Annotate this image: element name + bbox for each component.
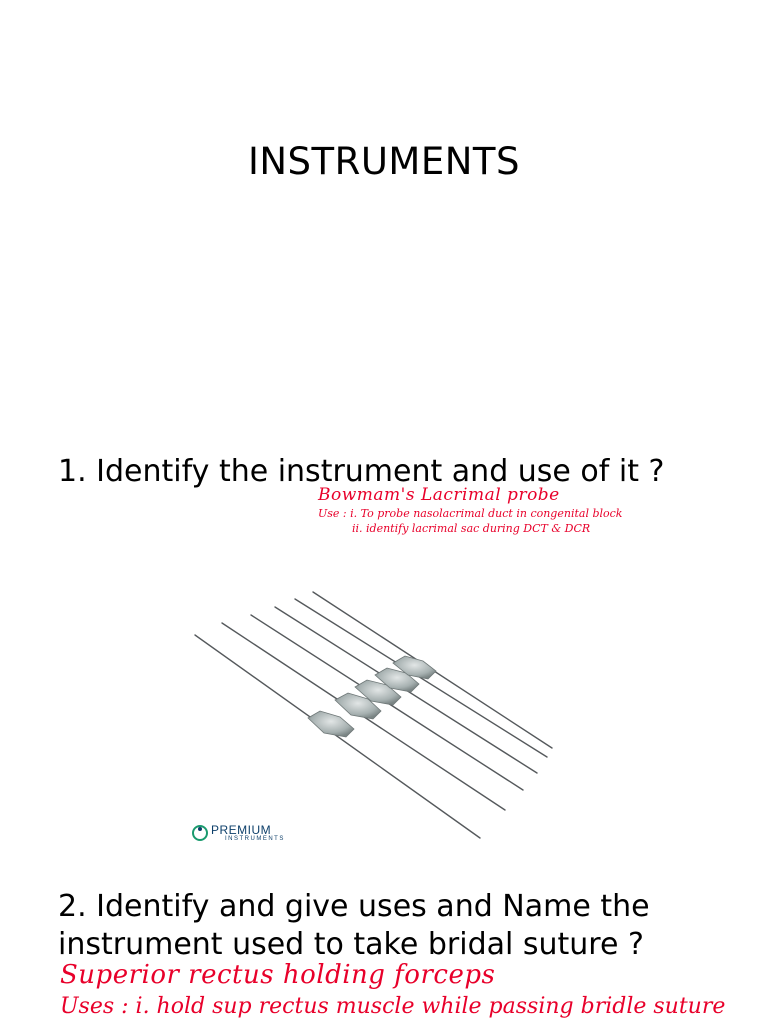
lacrimal-probes-image	[185, 585, 560, 845]
handwritten-answer-1-name: Bowmam's Lacrimal probe	[318, 485, 560, 505]
premium-instruments-logo	[191, 823, 285, 843]
logo-sub-text: INSTRUMENTS	[225, 836, 285, 842]
logo-main-text: PREMIUM	[211, 823, 272, 837]
logo-icon	[191, 824, 209, 842]
question-2: 2. Identify and give uses and Name the instrument used to take bridal suture ?	[58, 889, 650, 962]
handwritten-answer-2-use-1: Uses : i. hold sup rectus muscle while passing bridle suture	[60, 994, 726, 1019]
page-title: INSTRUMENTS	[247, 140, 521, 183]
handwritten-answer-1-use-2: ii. identify lacrimal sac during DCT & DCR	[352, 522, 591, 535]
question-1: 1. Identify the instrument and use of it ?	[58, 454, 665, 489]
handwritten-answer-2-name: Superior rectus holding forceps	[60, 960, 496, 990]
handwritten-answer-1-use-1: Use : i. To probe nasolacrimal duct in congenital block	[318, 507, 623, 520]
